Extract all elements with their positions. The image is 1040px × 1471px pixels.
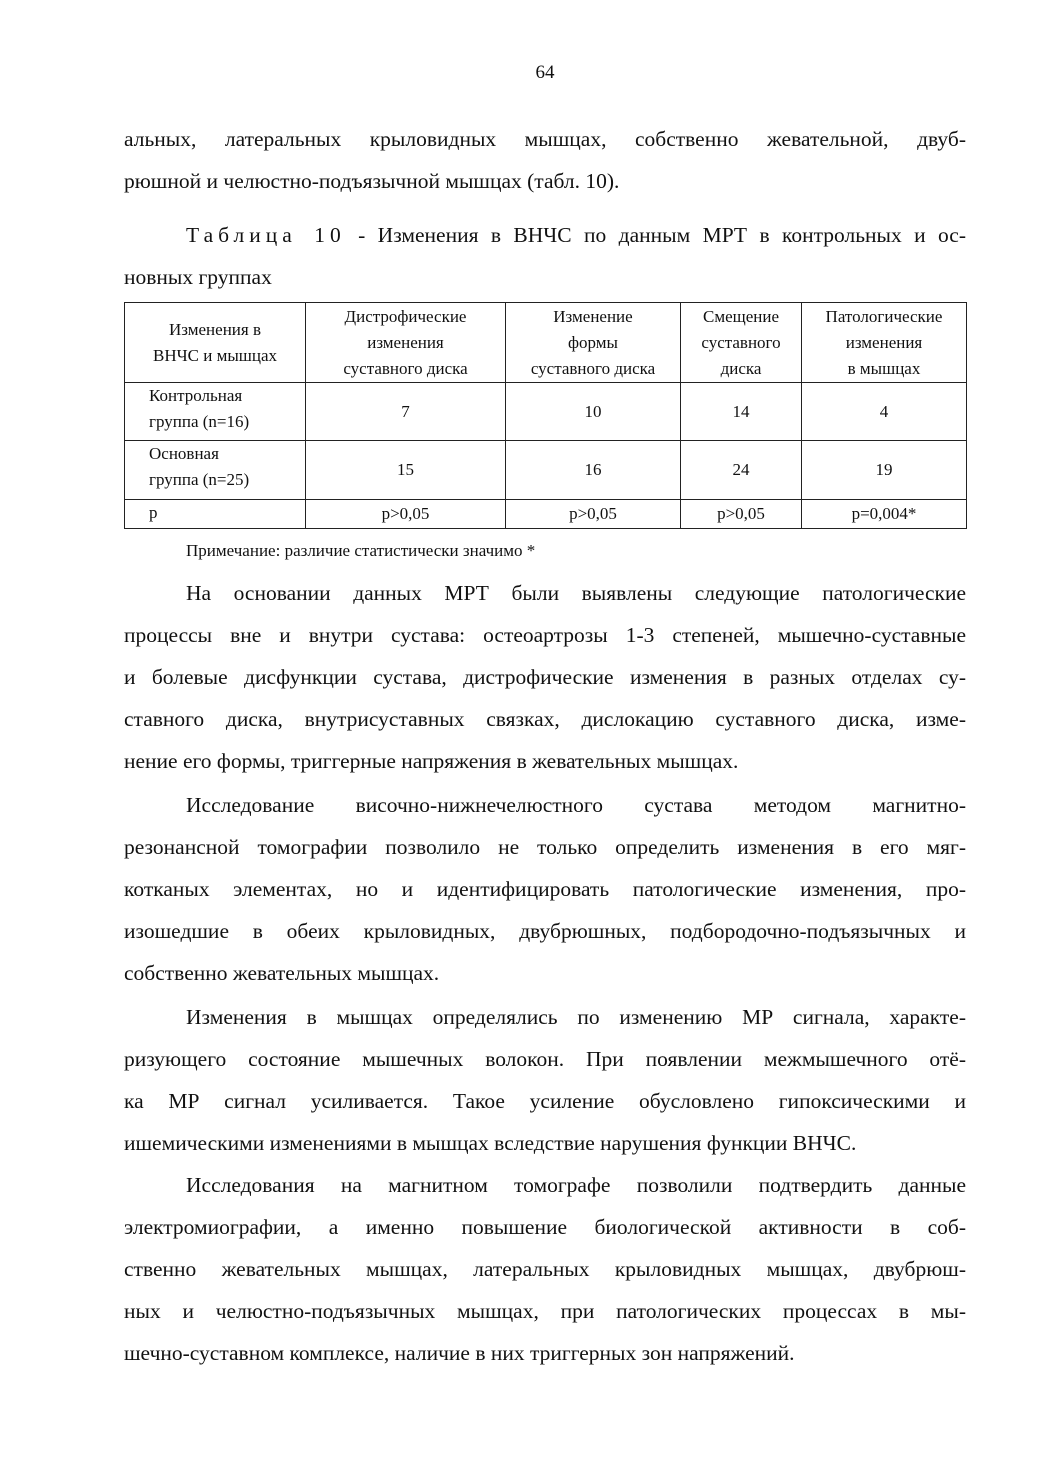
table-row bbox=[125, 383, 967, 441]
header-cell bbox=[681, 303, 802, 383]
row-label-line: Контрольная bbox=[149, 386, 243, 405]
row-label-line: Основная bbox=[149, 444, 219, 463]
header-line: в мышцах bbox=[847, 358, 921, 378]
row-label-line: группа (n=25) bbox=[149, 470, 250, 489]
table-row-p bbox=[125, 500, 967, 529]
table-cell: р=0,004* bbox=[802, 500, 967, 529]
table-cell: 14 bbox=[681, 383, 802, 441]
text-line: изошедшие в обеих крыловидных, двубрюшных, подбородочно-подъязычных и bbox=[124, 919, 966, 943]
header-line: Изменение bbox=[553, 306, 633, 326]
table-cell: 10 bbox=[506, 383, 681, 441]
header-line: суставного bbox=[701, 332, 781, 352]
text-line: рюшной и челюстно-подъязычной мышцах (табл. 10). bbox=[124, 169, 620, 193]
page-number: 64 bbox=[535, 62, 555, 83]
header-line: диска bbox=[720, 358, 762, 378]
caption-text: - Изменения в ВНЧС по данным МРТ в контрольных и ос- bbox=[345, 223, 966, 247]
text-line: Исследование височно-нижнечелюстного сустава методом магнитно- bbox=[186, 793, 966, 817]
table-cell: 16 bbox=[506, 441, 681, 500]
table-row bbox=[125, 441, 967, 500]
table-cell: р>0,05 bbox=[506, 500, 681, 529]
header-line: Смещение bbox=[702, 306, 780, 326]
header-line: ВНЧС и мышцах bbox=[152, 345, 277, 365]
text-line: ных и челюстно-подъязычных мышцах, при патологических процессах в мы- bbox=[124, 1299, 966, 1323]
header-cell bbox=[125, 303, 306, 383]
header-line: Дистрофические bbox=[344, 306, 467, 326]
table-cell: 4 bbox=[802, 383, 967, 441]
table-cell: 7 bbox=[306, 383, 506, 441]
row-label bbox=[125, 441, 306, 500]
text-line: процессы вне и внутри сустава: остеоартрозы 1-3 степеней, мышечно-суставные bbox=[124, 623, 966, 647]
text-line: ризующего состояние мышечных волокон. При появлении межмышечного отё- bbox=[124, 1047, 966, 1071]
text-line: резонансной томографии позволило не только определить изменения в его мяг- bbox=[124, 835, 966, 859]
intro-text bbox=[124, 118, 966, 202]
row-label: р bbox=[125, 500, 306, 529]
table-cell: 24 bbox=[681, 441, 802, 500]
caption-label: Таблица 10 bbox=[186, 223, 346, 247]
paragraph bbox=[124, 1164, 966, 1374]
text-line: шечно-суставном комплексе, наличие в них триггерных зон напряжений. bbox=[124, 1341, 795, 1365]
header-line: суставного диска bbox=[343, 358, 468, 378]
text-line: и болевые дисфункции сустава, дистрофические изменения в разных отделах су- bbox=[124, 665, 966, 689]
header-line: суставного диска bbox=[530, 358, 656, 378]
text-line: собственно жевательных мышцах. bbox=[124, 961, 440, 985]
text-line: ишемическими изменениями в мышцах вследствие нарушения функции ВНЧС. bbox=[124, 1131, 857, 1155]
header-line: изменения bbox=[367, 332, 444, 352]
header-line: изменения bbox=[845, 332, 923, 352]
text-line: На основании данных МРТ были выявлены следующие патологические bbox=[186, 581, 966, 605]
text-line: ставного диска, внутрисуставных связках, дислокацию суставного диска, изме- bbox=[124, 707, 966, 731]
header-cell bbox=[802, 303, 967, 383]
header-line: Изменения в bbox=[169, 319, 261, 339]
text-line: ка МР сигнал усиливается. Такое усиление обусловлено гипоксическими и bbox=[124, 1089, 966, 1113]
table-caption bbox=[124, 214, 966, 298]
header-line: Патологические bbox=[825, 306, 943, 326]
row-label-line: группа (n=16) bbox=[149, 412, 250, 431]
text-line: ственно жевательных мышцах, латеральных крыловидных мышцах, двубрюш- bbox=[124, 1257, 966, 1281]
text-line: нение его формы, триггерные напряжения в жевательных мышцах. bbox=[124, 749, 739, 773]
row-label bbox=[125, 383, 306, 441]
table-cell: р>0,05 bbox=[306, 500, 506, 529]
paragraph bbox=[124, 996, 966, 1164]
text-line: котканых элементах, но и идентифицировать патологические изменения, про- bbox=[124, 877, 966, 901]
header-line: формы bbox=[568, 332, 618, 352]
table-cell: р>0,05 bbox=[681, 500, 802, 529]
text-line: альных, латеральных крыловидных мышцах, собственно жевательной, двуб- bbox=[124, 127, 966, 151]
caption-line bbox=[124, 214, 966, 256]
table-cell: 19 bbox=[802, 441, 967, 500]
table-header-row bbox=[125, 303, 967, 383]
header-cell bbox=[506, 303, 681, 383]
text-line: Исследования на магнитном томографе позволили подтвердить данные bbox=[186, 1173, 966, 1197]
text-line: Изменения в мышцах определялись по изменению МР сигнала, характе- bbox=[186, 1005, 966, 1029]
mri-changes-table bbox=[124, 302, 967, 529]
table-cell: 15 bbox=[306, 441, 506, 500]
header-cell bbox=[306, 303, 506, 383]
caption-line: новных группах bbox=[124, 265, 272, 289]
paragraph bbox=[124, 784, 966, 994]
text-line: электромиографии, а именно повышение биологической активности в соб- bbox=[124, 1215, 966, 1239]
table-note: Примечание: различие статистически значимо * bbox=[186, 541, 536, 560]
paragraph bbox=[124, 572, 966, 782]
